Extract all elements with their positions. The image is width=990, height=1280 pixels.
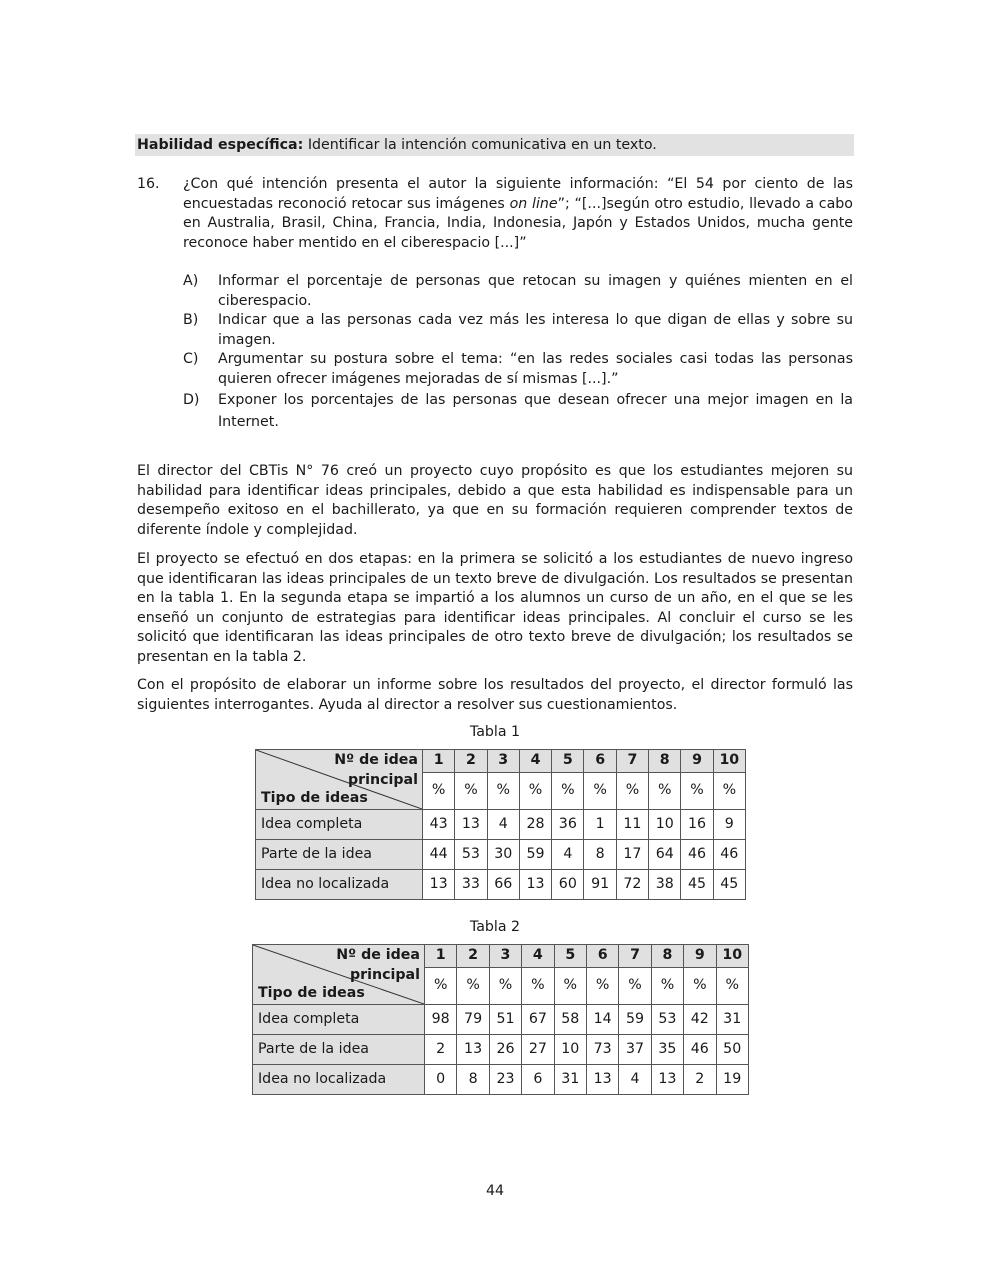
row-label: Parte de la idea (253, 1035, 425, 1065)
unit-cell: % (651, 968, 683, 1005)
column-header: 3 (489, 945, 521, 968)
paragraph: El director del CBTis N° 76 creó un proyecto cuyo propósito es que los estudiantes mejoren su habilidad para identificar ideas principales, debido a que esta habilidad es indispensable para un desempeño exitoso en el bachillerato, ya que en su formación requieren comprender textos de diferente índole y complejidad. (137, 463, 853, 538)
header-principal: principal (350, 967, 420, 983)
table-cell: 0 (425, 1065, 457, 1095)
header-idea-number: Nº de idea (336, 947, 420, 963)
row-label: Idea no localizada (256, 870, 423, 900)
table-cell: 2 (425, 1035, 457, 1065)
unit-cell: % (716, 968, 748, 1005)
option-text: Exponer los porcentajes de las personas que desean ofrecer una mejor imagen en la Internet. (218, 392, 853, 430)
data-table-2 (252, 944, 749, 1095)
table-cell: 36 (552, 810, 584, 840)
table-row (256, 810, 746, 840)
table-cell: 53 (455, 840, 487, 870)
unit-cell: % (522, 968, 554, 1005)
unit-cell: % (586, 968, 618, 1005)
column-header: 10 (713, 750, 745, 773)
table-cell: 2 (684, 1065, 716, 1095)
table-cell: 98 (425, 1005, 457, 1035)
option-c (183, 350, 853, 389)
corner-header (253, 945, 425, 1005)
table-2-caption: Tabla 2 (469, 919, 521, 935)
table-row (253, 1035, 749, 1065)
table-cell: 72 (616, 870, 648, 900)
table-row (256, 840, 746, 870)
column-header: 10 (716, 945, 748, 968)
paragraph: El proyecto se efectuó en dos etapas: en la primera se solicitó a los estudiantes de nuevo ingreso que identificaran las ideas principales de un texto breve de divulgación. Los resultados se presentan en la tabla 1. En la segunda etapa se impartió a los alumnos un curso de un año, en el que se les enseñó un conjunto de estrategias para identificar ideas principales. Al concluir el curso se les solicitó que identificaran las ideas principales de otro texto breve de divulgación; los resultados se presentan en la tabla 2. (137, 551, 853, 665)
column-header: 8 (649, 750, 681, 773)
table-cell: 35 (651, 1035, 683, 1065)
row-label: Idea no localizada (253, 1065, 425, 1095)
option-letter: D) (183, 392, 200, 408)
column-header: 6 (584, 750, 616, 773)
skill-banner (135, 134, 854, 156)
header-idea-type: Tipo de ideas (258, 984, 365, 1001)
column-header: 6 (586, 945, 618, 968)
question-text-part: ¿Con qué intención presenta el autor la siguiente información: “El 54 por ciento de las encuestadas reconoció retocar sus imágenes (183, 176, 853, 212)
column-header: 4 (522, 945, 554, 968)
skill-label: Habilidad específica: (137, 137, 304, 153)
table-cell: 13 (651, 1065, 683, 1095)
table-cell: 59 (619, 1005, 651, 1035)
table-cell: 10 (554, 1035, 586, 1065)
table-cell: 43 (423, 810, 455, 840)
column-header: 8 (651, 945, 683, 968)
table-cell: 4 (487, 810, 519, 840)
table-cell: 13 (455, 810, 487, 840)
unit-cell: % (619, 968, 651, 1005)
table-cell: 33 (455, 870, 487, 900)
page-number: 44 (485, 1183, 505, 1199)
table-cell: 66 (487, 870, 519, 900)
table-cell: 6 (522, 1065, 554, 1095)
option-text: Argumentar su postura sobre el tema: “en las redes sociales casi todas las personas quieren ofrecer imágenes mejoradas de sí mismas [...].” (218, 351, 853, 387)
table-cell: 38 (649, 870, 681, 900)
table-cell: 53 (651, 1005, 683, 1035)
unit-cell: % (519, 773, 551, 810)
option-letter: A) (183, 273, 199, 289)
question-number: 16. (137, 176, 160, 192)
header-idea-type: Tipo de ideas (261, 789, 368, 806)
table-cell: 14 (586, 1005, 618, 1035)
table-cell: 9 (713, 810, 745, 840)
option-text: Indicar que a las personas cada vez más les interesa lo que digan de ellas y sobre su imagen. (218, 312, 853, 348)
table-cell: 31 (716, 1005, 748, 1035)
option-a (183, 272, 853, 311)
column-header: 7 (616, 750, 648, 773)
unit-cell: % (425, 968, 457, 1005)
column-header: 9 (684, 945, 716, 968)
unit-cell: % (616, 773, 648, 810)
option-d (183, 389, 853, 433)
corner-header (256, 750, 423, 810)
table-cell: 31 (554, 1065, 586, 1095)
table-cell: 67 (522, 1005, 554, 1035)
table-cell: 8 (584, 840, 616, 870)
table-cell: 8 (457, 1065, 489, 1095)
table-cell: 64 (649, 840, 681, 870)
table-cell: 10 (649, 810, 681, 840)
row-label: Parte de la idea (256, 840, 423, 870)
table-cell: 11 (616, 810, 648, 840)
table-cell: 46 (681, 840, 713, 870)
table-cell: 58 (554, 1005, 586, 1035)
table-cell: 59 (519, 840, 551, 870)
column-header: 5 (552, 750, 584, 773)
unit-cell: % (684, 968, 716, 1005)
table-cell: 4 (552, 840, 584, 870)
table-cell: 50 (716, 1035, 748, 1065)
column-header: 1 (425, 945, 457, 968)
table-1-caption: Tabla 1 (469, 724, 521, 740)
table-cell: 51 (489, 1005, 521, 1035)
option-letter: C) (183, 351, 199, 367)
unit-cell: % (489, 968, 521, 1005)
table-cell: 19 (716, 1065, 748, 1095)
table-cell: 13 (519, 870, 551, 900)
table-cell: 27 (522, 1035, 554, 1065)
row-label: Idea completa (253, 1005, 425, 1035)
unit-cell: % (487, 773, 519, 810)
table-cell: 13 (586, 1065, 618, 1095)
table-row (253, 1005, 749, 1035)
question-text (183, 175, 853, 253)
table-cell: 17 (616, 840, 648, 870)
table-cell: 46 (713, 840, 745, 870)
column-header: 3 (487, 750, 519, 773)
unit-cell: % (681, 773, 713, 810)
row-label: Idea completa (256, 810, 423, 840)
table-cell: 28 (519, 810, 551, 840)
table-row (253, 1065, 749, 1095)
table-cell: 26 (489, 1035, 521, 1065)
option-letter: B) (183, 312, 199, 328)
table-cell: 23 (489, 1065, 521, 1095)
question-text-part: ”; “[...]según otro estudio, llevado a cabo en Australia, Brasil, China, Francia, India, Indonesia, Japón y Estados Unidos, mucha gente reconoce haber mentido en el ciberespacio [...]” (183, 195, 853, 251)
column-header: 2 (455, 750, 487, 773)
paragraph: Con el propósito de elaborar un informe sobre los resultados del proyecto, el director formuló las siguientes interrogantes. Ayuda al director a resolver sus cuestionamientos. (137, 677, 853, 713)
option-text: Informar el porcentaje de personas que retocan su imagen y quiénes mienten en el ciberespacio. (218, 273, 853, 309)
unit-cell: % (584, 773, 616, 810)
unit-cell: % (457, 968, 489, 1005)
unit-cell: % (552, 773, 584, 810)
table-cell: 1 (584, 810, 616, 840)
column-header: 2 (457, 945, 489, 968)
table-cell: 4 (619, 1065, 651, 1095)
table-cell: 37 (619, 1035, 651, 1065)
header-idea-number: Nº de idea (334, 752, 418, 768)
column-header: 1 (423, 750, 455, 773)
data-table-1 (255, 749, 746, 900)
header-principal: principal (348, 772, 418, 788)
table-cell: 30 (487, 840, 519, 870)
table-cell: 13 (423, 870, 455, 900)
table-cell: 16 (681, 810, 713, 840)
unit-cell: % (649, 773, 681, 810)
option-b (183, 311, 853, 350)
table-cell: 42 (684, 1005, 716, 1035)
table-cell: 79 (457, 1005, 489, 1035)
table-cell: 91 (584, 870, 616, 900)
skill-text: Identificar la intención comunicativa en un texto. (303, 137, 657, 153)
unit-cell: % (423, 773, 455, 810)
column-header: 5 (554, 945, 586, 968)
table-row (256, 870, 746, 900)
column-header: 9 (681, 750, 713, 773)
table-cell: 44 (423, 840, 455, 870)
table-cell: 13 (457, 1035, 489, 1065)
unit-cell: % (713, 773, 745, 810)
table-cell: 45 (713, 870, 745, 900)
unit-cell: % (554, 968, 586, 1005)
question-text-italic: on line (509, 195, 558, 212)
table-cell: 73 (586, 1035, 618, 1065)
table-cell: 60 (552, 870, 584, 900)
column-header: 4 (519, 750, 551, 773)
column-header: 7 (619, 945, 651, 968)
table-cell: 46 (684, 1035, 716, 1065)
table-cell: 45 (681, 870, 713, 900)
unit-cell: % (455, 773, 487, 810)
